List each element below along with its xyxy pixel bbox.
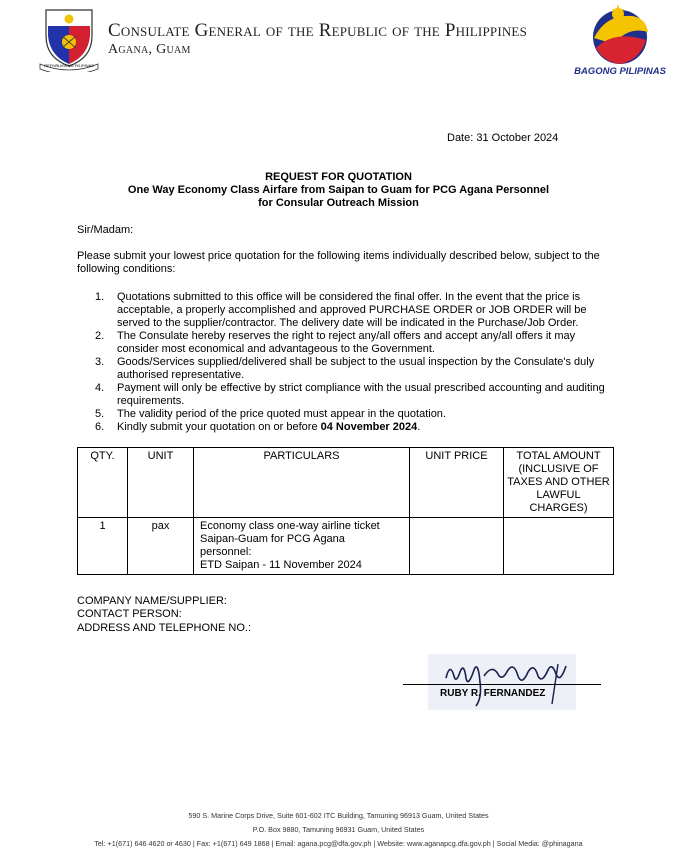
condition-number: 6. bbox=[95, 421, 105, 433]
condition-item bbox=[95, 356, 615, 382]
particulars-line: Saipan-Guam for PCG Agana bbox=[200, 533, 345, 545]
bagong-pilipinas-wordmark: BAGONG PILIPINAS bbox=[574, 66, 666, 77]
conditions-list bbox=[95, 291, 615, 434]
seal-ribbon-text: REPUBLIKA NG PILIPINAS bbox=[44, 63, 94, 68]
particulars-line: personnel: bbox=[200, 546, 252, 558]
bagong-pilipinas-logo bbox=[584, 4, 656, 66]
condition-item bbox=[95, 408, 615, 421]
condition-text: Kindly submit your quotation on or before bbox=[117, 421, 321, 433]
items-table bbox=[77, 447, 614, 575]
header-particulars: PARTICULARS bbox=[194, 448, 410, 518]
table-row bbox=[78, 518, 614, 575]
condition-item bbox=[95, 330, 615, 356]
condition-number: 2. bbox=[95, 330, 105, 342]
handwritten-signature bbox=[428, 654, 576, 710]
document-date: Date: 31 October 2024 bbox=[447, 132, 559, 144]
condition-number: 5. bbox=[95, 408, 105, 420]
philippine-seal-logo bbox=[36, 6, 102, 72]
condition-item bbox=[95, 421, 615, 434]
header-unit: UNIT bbox=[128, 448, 194, 518]
cell-total bbox=[504, 518, 614, 575]
supplier-contact-label: CONTACT PERSON: bbox=[77, 608, 182, 620]
footer-address: 590 S. Marine Corps Drive, Suite 601-602 ITC Building, Tamuning 96913 Guam, United States bbox=[188, 811, 489, 820]
deadline-date: 04 November 2024 bbox=[320, 421, 418, 433]
condition-text: The Consulate hereby reserves the right to reject any/all offers and accept any/all offers it may consider most economical and advantageous to the Government. bbox=[117, 330, 576, 355]
rfq-subject-line2: for Consular Outreach Mission bbox=[258, 197, 419, 209]
cell-qty: 1 bbox=[78, 518, 128, 575]
particulars-line: ETD Saipan - 11 November 2024 bbox=[200, 559, 362, 571]
intro-paragraph: Please submit your lowest price quotation for the following items individually described below, subject to the following conditions: bbox=[77, 250, 600, 275]
consulate-location: Agana, Guam bbox=[108, 42, 191, 57]
cell-unit-price bbox=[410, 518, 504, 575]
condition-text: Payment will only be effective by strict compliance with the usual prescribed accounting and auditing requirements. bbox=[117, 382, 605, 407]
header-qty: QTY. bbox=[78, 448, 128, 518]
condition-item bbox=[95, 291, 615, 330]
footer-po-box: P.O. Box 9880, Tamuning 96931 Guam, United States bbox=[252, 825, 425, 834]
header-total-amount: TOTAL AMOUNT (INCLUSIVE OF TAXES AND OTHER LAWFUL CHARGES) bbox=[504, 448, 614, 518]
supplier-company-label: COMPANY NAME/SUPPLIER: bbox=[77, 595, 227, 607]
rfq-heading: REQUEST FOR QUOTATION bbox=[265, 171, 412, 183]
condition-number: 3. bbox=[95, 356, 105, 368]
condition-item bbox=[95, 382, 615, 408]
particulars-line: Economy class one-way airline ticket bbox=[200, 520, 380, 532]
cell-unit: pax bbox=[128, 518, 194, 575]
condition-text: The validity period of the price quoted must appear in the quotation. bbox=[117, 408, 446, 420]
condition-text-end: . bbox=[417, 421, 421, 433]
rfq-subject-line1: One Way Economy Class Airfare from Saipan to Guam for PCG Agana Personnel bbox=[127, 184, 550, 196]
consulate-title: Consulate General of the Republic of the Philippines bbox=[108, 20, 528, 41]
header-unit-price: UNIT PRICE bbox=[410, 448, 504, 518]
footer-contact: Tel: +1(671) 646 4620 or 4630 | Fax: +1(671) 649 1868 | Email: agana.pcg@dfa.gov.ph | Website: www.aganapcg.dfa.gov.ph | Social Media: @phinagana bbox=[94, 839, 583, 848]
salutation: Sir/Madam: bbox=[77, 224, 134, 236]
cell-particulars bbox=[194, 518, 410, 575]
table-header-row bbox=[78, 448, 614, 518]
condition-text: Goods/Services supplied/delivered shall be subject to the usual inspection by the Consulate's duly authorised representative. bbox=[117, 356, 595, 381]
condition-text: Quotations submitted to this office will be considered the final offer. In the event that the price is acceptable, a properly accomplished and approved PURCHASE ORDER or JOB ORDER will be served to the supplier/contractor. The delivery date will be indicated in the Purchase/Job Order. bbox=[117, 291, 587, 329]
supplier-address-label: ADDRESS AND TELEPHONE NO.: bbox=[77, 622, 252, 634]
signatory-name: RUBY R. FERNANDEZ bbox=[440, 688, 546, 699]
condition-number: 1. bbox=[95, 291, 105, 303]
condition-number: 4. bbox=[95, 382, 105, 394]
signature-line bbox=[403, 684, 601, 685]
